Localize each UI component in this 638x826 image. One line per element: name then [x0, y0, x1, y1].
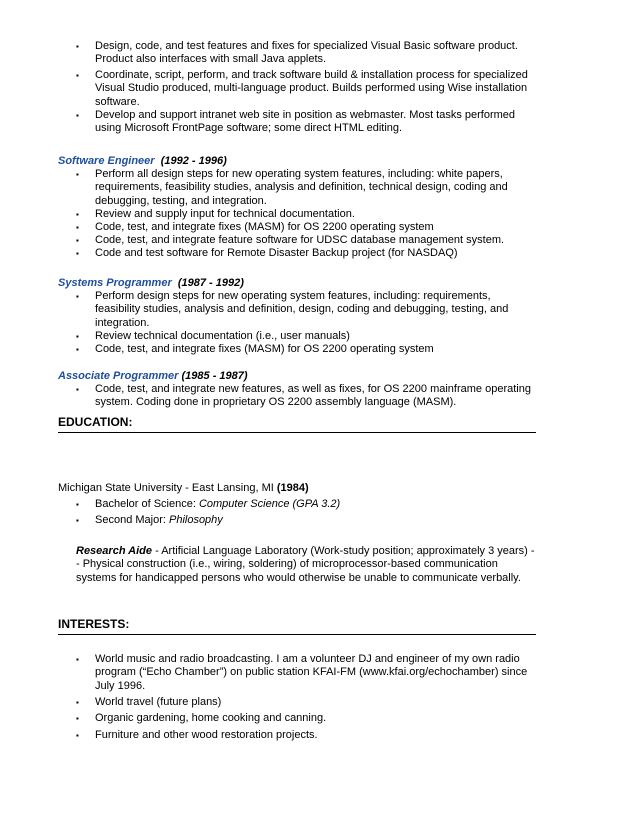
bullet-text: World music and radio broadcasting. I am a volunteer DJ and engineer of my own radio program (“Echo Chamber”) on public station KFAI-FM (www.kfai.org/echochamber) since July 1996.	[95, 653, 528, 692]
job-title: Associate Programmer	[58, 370, 179, 382]
square-bullet-icon: ▪	[76, 516, 79, 525]
bullet-text: Code, test, and integrate new features, as well as fixes, for OS 2200 mainframe operating system. Coding done in proprietary OS 2200 assembly language (MASM).	[95, 383, 531, 409]
job-title-software-engineer	[58, 154, 227, 168]
square-bullet-icon: ▪	[76, 236, 79, 245]
list-item	[76, 653, 536, 693]
job-title-associate-programmer	[58, 369, 248, 383]
square-bullet-icon: ▪	[76, 292, 79, 301]
square-bullet-icon: ▪	[76, 345, 79, 354]
list-item	[76, 109, 536, 136]
square-bullet-icon: ▪	[76, 111, 79, 120]
list-item	[76, 383, 536, 410]
square-bullet-icon: ▪	[76, 42, 79, 51]
job-title: Systems Programmer	[58, 277, 172, 289]
job-dates: (1992 - 1996)	[160, 155, 227, 167]
square-bullet-icon: ▪	[76, 655, 79, 664]
job-dates: (1987 - 1992)	[177, 277, 244, 289]
bullet-text: Furniture and other wood restoration projects.	[95, 729, 318, 741]
section-heading-education: EDUCATION:	[58, 414, 536, 433]
square-bullet-icon: ▪	[76, 332, 79, 341]
bullet-text: Review technical documentation (i.e., user manuals)	[95, 330, 350, 342]
bullet-text: Organic gardening, home cooking and canning.	[95, 712, 327, 724]
bullet-text: Perform all design steps for new operating system features, including: white papers, requirements, feasibility studies, analysis and definition, technical design, coding and debugging, testing, and integration.	[95, 168, 508, 207]
square-bullet-icon: ▪	[76, 249, 79, 258]
bullet-text: Code, test, and integrate feature software for UDSC database management system.	[95, 234, 505, 246]
list-item	[76, 498, 536, 512]
research-aide-title: Research Aide	[76, 545, 153, 557]
square-bullet-icon: ▪	[76, 698, 79, 707]
square-bullet-icon: ▪	[76, 170, 79, 179]
list-item	[76, 729, 536, 743]
major-field: Philosophy	[168, 514, 223, 526]
list-item	[76, 514, 536, 528]
square-bullet-icon: ▪	[76, 71, 79, 80]
research-aide-paragraph	[76, 545, 536, 585]
bullet-text: Perform design steps for new operating system features, including: requirements, feasibility studies, analysis and definition, design, coding and debugging, testing, and integration.	[95, 290, 509, 329]
job-title: Software Engineer	[58, 155, 155, 167]
list-item	[76, 696, 536, 710]
bullet-text: Review and supply input for technical documentation.	[95, 208, 355, 220]
school-name: Michigan State University - East Lansing, MI	[58, 482, 274, 494]
bullet-text	[95, 498, 535, 511]
bullet-text: Code, test, and integrate fixes (MASM) for OS 2200 operating system	[95, 343, 434, 355]
bullet-text: World travel (future plans)	[95, 696, 222, 708]
education-school	[58, 481, 309, 495]
square-bullet-icon: ▪	[76, 714, 79, 723]
degree-field: Computer Science (GPA 3.2)	[198, 498, 341, 510]
list-item	[76, 221, 536, 235]
degree-prefix: Bachelor of Science:	[95, 498, 199, 510]
research-aide-text: - Artificial Language Laboratory (Work-study position; approximately 3 years) -- Physical construction (i.e., wiring, soldering) of microprocessor-based communication systems for handicapped persons who would otherwise be unable to communicate verbally.	[76, 545, 535, 584]
major-prefix: Second Major:	[95, 514, 169, 526]
list-item	[76, 69, 536, 109]
graduation-year: (1984)	[276, 482, 309, 494]
bullet-text: Design, code, and test features and fixes for specialized Visual Basic software product. Product also interfaces with small Java applets.	[95, 40, 518, 66]
list-item	[76, 290, 536, 330]
list-item	[76, 234, 536, 248]
bullet-text	[95, 514, 535, 527]
list-item	[76, 168, 536, 208]
bullet-text: Coordinate, script, perform, and track software build & installation process for specialized Visual Studio produced, multi-language product. Builds performed using Wise installation software.	[95, 69, 528, 108]
list-item	[76, 343, 536, 357]
bullet-text: Develop and support intranet web site in position as webmaster. Most tasks performed using Microsoft FrontPage software; some direct HTML editing.	[95, 109, 516, 135]
square-bullet-icon: ▪	[76, 210, 79, 219]
square-bullet-icon: ▪	[76, 500, 79, 509]
bullet-text: Code and test software for Remote Disaster Backup project (for NASDAQ)	[95, 247, 458, 259]
section-heading-interests: INTERESTS:	[58, 616, 536, 635]
job-title-systems-programmer	[58, 276, 244, 290]
job-dates: (1985 - 1987)	[181, 370, 248, 382]
square-bullet-icon: ▪	[76, 223, 79, 232]
list-item	[76, 40, 536, 67]
list-item	[76, 208, 536, 222]
list-item	[76, 247, 536, 261]
square-bullet-icon: ▪	[76, 385, 79, 394]
square-bullet-icon: ▪	[76, 731, 79, 740]
bullet-text: Code, test, and integrate fixes (MASM) for OS 2200 operating system	[95, 221, 434, 233]
list-item	[76, 712, 536, 726]
list-item	[76, 330, 536, 344]
